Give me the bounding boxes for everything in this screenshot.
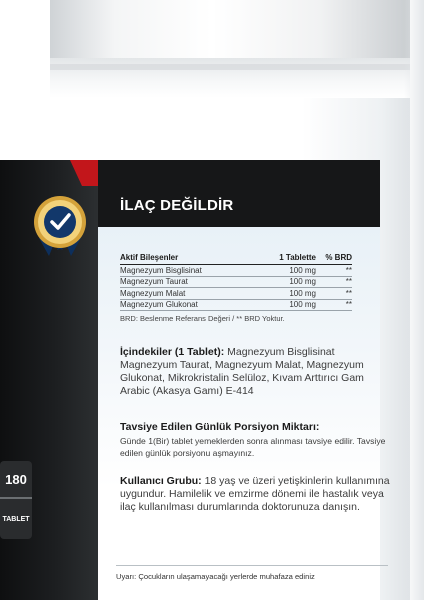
ingredients-body: Magnezyum Bisglisinat Magnezyum Taurat, Magnezyum Malat, Magnezyum Glukonat, Mikrokristalin Selüloz, Kıvam Arttırıcı Gam Arabic (Akasya Gamı) E-414 <box>120 346 364 397</box>
user-group-text <box>120 475 390 514</box>
row-amount: 100 mg <box>289 277 316 287</box>
row-brd: ** <box>345 277 352 287</box>
table-row <box>120 300 352 312</box>
row-brd: ** <box>345 288 352 298</box>
row-amount: 100 mg <box>289 300 316 310</box>
warning-text: Uyarı: Çocukların ulaşamayacağı yerlerde muhafaza ediniz <box>116 572 315 581</box>
cap-shadow <box>50 64 410 70</box>
serving-text: Günde 1(Bir) tablet yemeklerden sonra alınması tavsiye edilir. Tavsiye edilen günlük porsiyonu aşmayınız. <box>120 436 386 458</box>
serving-title: Tavsiye Edilen Günlük Porsiyon Miktarı: <box>120 421 320 433</box>
table-row <box>120 277 352 289</box>
table-footnote: BRD: Beslenme Referans Değeri / ** BRD Yoktur. <box>120 314 285 323</box>
table-header <box>120 253 352 265</box>
tablet-count-number: 180 <box>5 472 27 487</box>
row-ingredient: Magnezyum Taurat <box>120 277 188 287</box>
row-amount: 100 mg <box>289 288 316 298</box>
header-ingredient: Aktif Bileşenler <box>120 253 179 262</box>
table-row <box>120 265 352 277</box>
warning-divider <box>116 565 388 566</box>
row-ingredient: Magnezyum Glukonat <box>120 300 198 310</box>
seal-center <box>44 206 76 238</box>
row-ingredient: Magnezyum Malat <box>120 288 186 298</box>
label-notice-title: İLAÇ DEĞİLDİR <box>120 197 234 214</box>
quality-seal-checkmark-icon <box>25 190 95 260</box>
ingredients-text <box>120 346 390 398</box>
row-ingredient: Magnezyum Bisglisinat <box>120 265 202 275</box>
header-per-tablet: 1 Tablette <box>279 253 316 262</box>
user-group-title: Kullanıcı Grubu: <box>120 475 202 487</box>
header-brd: % BRD <box>325 253 352 262</box>
ingredients-title: İçindekiler (1 Tablet): <box>120 346 225 358</box>
row-brd: ** <box>345 265 352 275</box>
user-group-body: 18 yaş ve üzeri yetişkinlerin kullanımına uygundur. Hamilelik ve emzirme dönemi ile hastalık veya ilaç kullanılması durumlarında doktorunuza danışın. <box>120 475 390 513</box>
tablet-count-unit: TABLET <box>2 516 30 523</box>
row-brd: ** <box>345 300 352 310</box>
row-amount: 100 mg <box>289 265 316 275</box>
table-row <box>120 288 352 300</box>
label-header-band <box>98 160 380 227</box>
bottle-edge-shade <box>404 0 424 600</box>
nutrition-table <box>120 253 352 323</box>
